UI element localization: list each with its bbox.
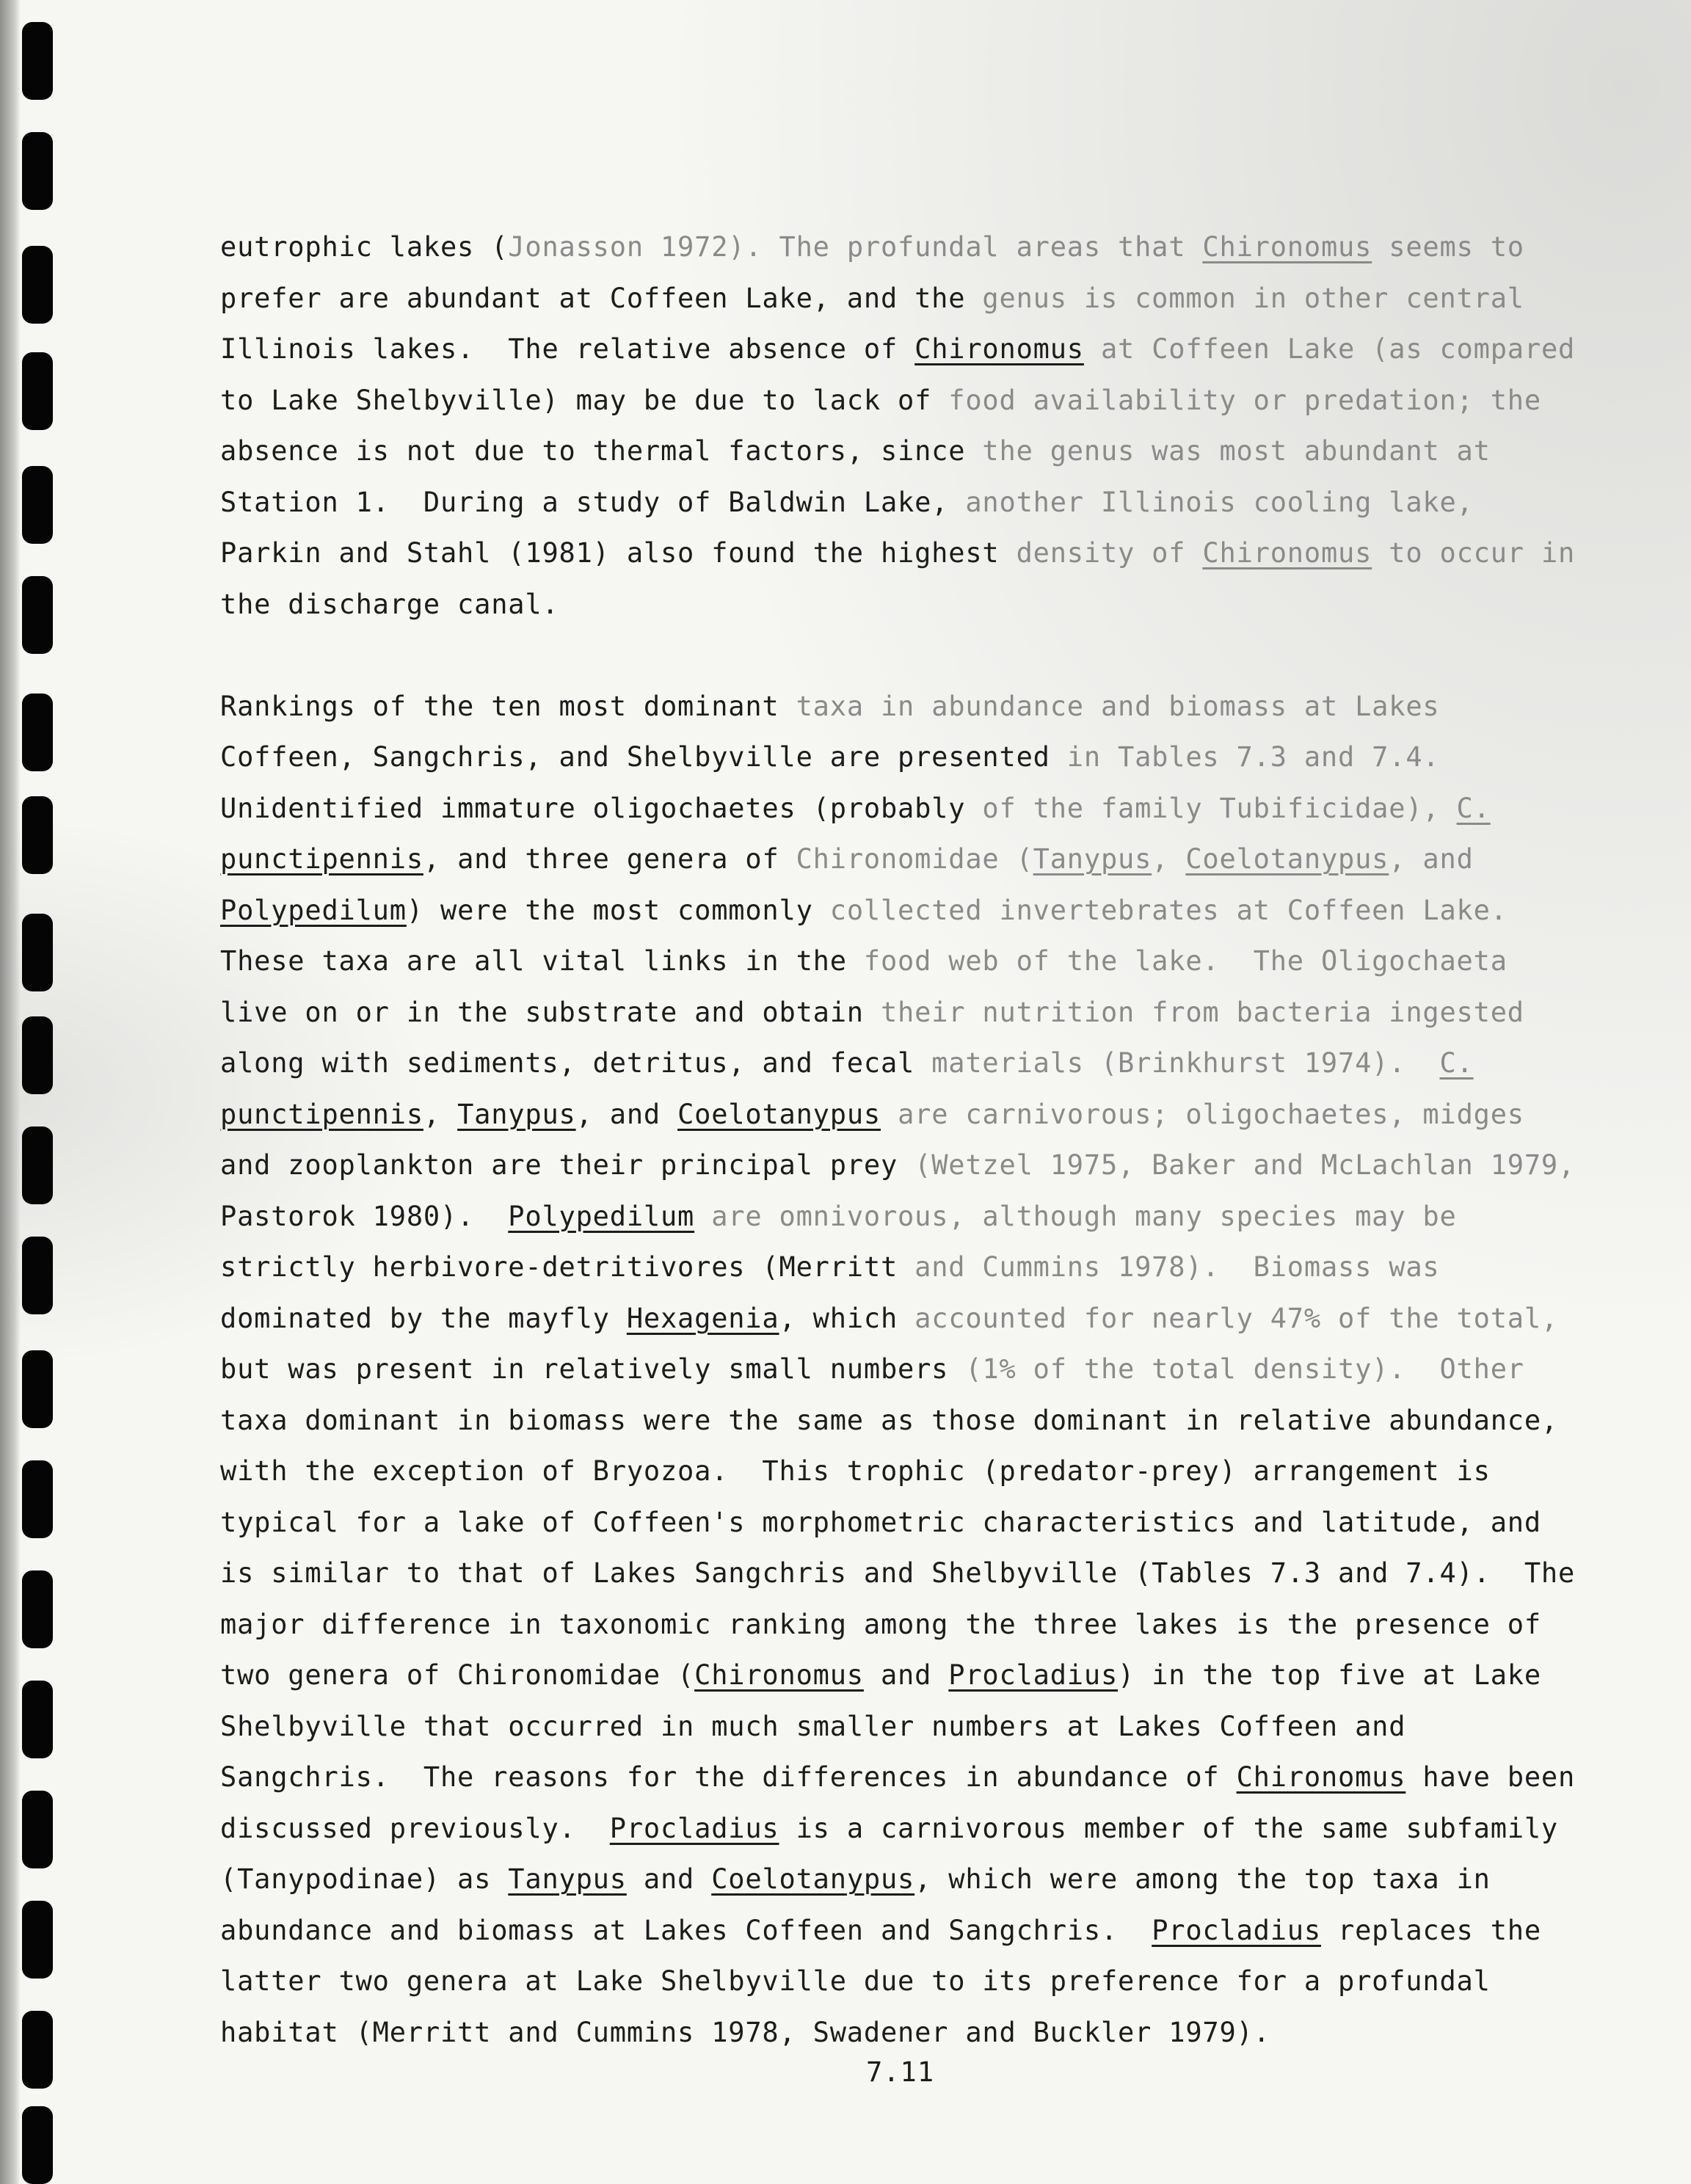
text-line — [220, 885, 1585, 936]
text-run: along with sediments, detritus, and fecal — [220, 1047, 932, 1079]
text-run: strictly herbivore-detritivores (Merritt — [220, 1251, 915, 1283]
text-run: ) in the top five at Lake — [1118, 1659, 1541, 1691]
text-line — [220, 324, 1585, 375]
text-run: and — [863, 1659, 949, 1691]
text-line — [220, 1854, 1585, 1905]
text-line — [220, 1701, 1585, 1752]
punch-hole — [22, 1350, 53, 1428]
text-run: Rankings of the ten most dominant — [220, 690, 796, 722]
text-run: typical for a lake of Coffeen's morphometric characteristics and latitude, and — [220, 1506, 1541, 1538]
punch-hole — [22, 466, 53, 544]
text-run: in Tables 7.3 and 7.4. — [1066, 741, 1440, 773]
taxon-name: Procladius — [1152, 1914, 1321, 1946]
punch-hole — [22, 2011, 53, 2089]
text-run: taxa dominant in biomass were the same as those dominant in relative abundance, — [220, 1404, 1558, 1436]
text-run: eutrophic lakes ( — [220, 231, 509, 263]
text-line — [220, 375, 1585, 426]
text-run: These taxa are all vital links in the — [220, 945, 864, 977]
text-run: live on or in the substrate and obtain — [220, 996, 881, 1028]
text-run: another Illinois cooling lake, — [965, 486, 1474, 518]
text-run: collected invertebrates at Coffeen Lake. — [829, 894, 1508, 926]
body-text — [220, 222, 1585, 2058]
taxon-name: Polypedilum — [508, 1200, 695, 1232]
text-run: (Tanypodinae) as — [220, 1863, 509, 1895]
punch-hole — [22, 796, 53, 874]
text-run: latter two genera at Lake Shelbyville due to its preference for a profundal — [220, 1965, 1491, 1997]
text-run: Coffeen, Sangchris, and Shelbyville are presented — [220, 741, 1067, 773]
taxon-name: Chironomus — [1236, 1761, 1406, 1793]
text-line — [220, 222, 1585, 273]
text-run: have been — [1405, 1761, 1576, 1793]
text-line — [220, 1803, 1585, 1854]
text-run: Jonasson 1972). The profundal areas that — [508, 231, 1203, 263]
text-run: Chironomidae ( — [796, 843, 1033, 875]
paragraph — [220, 222, 1585, 630]
text-run: of the family Tubificidae), — [982, 792, 1457, 824]
text-run: taxa in abundance and biomass at Lakes — [796, 690, 1440, 722]
taxon-name: Tanypus — [508, 1863, 627, 1895]
text-run: at Coffeen Lake (as compared — [1083, 333, 1576, 365]
text-line — [220, 1497, 1585, 1548]
text-run: dominated by the mayfly — [220, 1302, 627, 1334]
text-run: and zooplankton are their principal prey — [220, 1149, 915, 1181]
text-line — [220, 1140, 1585, 1191]
text-line — [220, 477, 1585, 528]
text-run: habitat (Merritt and Cummins 1978, Swadener and Buckler 1979). — [220, 2016, 1270, 2048]
text-line — [220, 273, 1585, 324]
text-line — [220, 426, 1585, 477]
text-line — [220, 1395, 1585, 1446]
text-run: , — [1152, 843, 1186, 875]
punch-hole — [22, 914, 53, 991]
text-line — [220, 1650, 1585, 1701]
text-line — [220, 1293, 1585, 1344]
text-run: the genus was most abundant at — [982, 435, 1491, 467]
text-run: to Lake Shelbyville) may be due to lack of — [220, 384, 949, 416]
text-run: Illinois lakes. The relative absence of — [220, 333, 915, 365]
taxon-name: Coelotanypus — [677, 1098, 881, 1130]
text-run: and Cummins 1978). Biomass was — [914, 1251, 1440, 1283]
punch-hole — [22, 1901, 53, 1979]
text-line — [220, 1905, 1585, 1956]
taxon-name: Tanypus — [457, 1098, 576, 1130]
punch-hole — [22, 2106, 53, 2184]
text-run: are omnivorous, although many species may be — [694, 1200, 1457, 1232]
text-line — [220, 1548, 1585, 1599]
text-line — [220, 528, 1585, 579]
page-number: 7.11 — [866, 2056, 935, 2088]
punch-hole — [22, 1126, 53, 1204]
text-line — [220, 936, 1585, 987]
text-line — [220, 579, 1585, 630]
text-run: replaces the — [1320, 1914, 1541, 1946]
text-run: , which — [779, 1302, 915, 1334]
text-line — [220, 732, 1585, 783]
text-line — [220, 987, 1585, 1038]
text-run: major difference in taxonomic ranking among the three lakes is the presence of — [220, 1608, 1541, 1640]
text-run: , and — [575, 1098, 678, 1130]
punch-hole — [22, 1460, 53, 1538]
text-run: Shelbyville that occurred in much smaller numbers at Lakes Coffeen and — [220, 1710, 1406, 1742]
text-run: is similar to that of Lakes Sangchris and Shelbyville (Tables 7.3 and 7.4). The — [220, 1557, 1576, 1589]
punch-hole — [22, 1570, 53, 1648]
text-run: prefer are abundant at Coffeen Lake, and the — [220, 282, 983, 314]
taxon-name: Polypedilum — [220, 894, 407, 926]
taxon-name: Hexagenia — [626, 1302, 779, 1334]
text-line — [220, 1242, 1585, 1293]
text-line — [220, 1344, 1585, 1395]
taxon-name: Tanypus — [1033, 843, 1152, 875]
taxon-name: Chironomus — [694, 1659, 864, 1691]
text-run: (1% of the total density). Other — [965, 1353, 1524, 1385]
punch-hole — [22, 576, 53, 654]
text-run: density of — [1016, 537, 1203, 569]
taxon-name: Chironomus — [1202, 231, 1372, 263]
text-run: , and three genera of — [423, 843, 796, 875]
text-run: ) were the most commonly — [406, 894, 830, 926]
punch-hole — [22, 352, 53, 430]
text-run: , — [423, 1098, 458, 1130]
text-run: with the exception of Bryozoa. This trophic (predator-prey) arrangement is — [220, 1455, 1491, 1487]
text-run: (Wetzel 1975, Baker and McLachlan 1979, — [914, 1149, 1576, 1181]
text-run: Parkin and Stahl (1981) also found the highest — [220, 537, 1017, 569]
punch-hole — [22, 1237, 53, 1314]
taxon-name: Chironomus — [914, 333, 1084, 365]
text-line — [220, 681, 1585, 732]
text-run: food availability or predation; the — [948, 384, 1541, 416]
text-run: is a carnivorous member of the same subfamily — [779, 1812, 1559, 1844]
taxon-name: Chironomus — [1202, 537, 1372, 569]
text-line — [220, 2007, 1585, 2059]
punch-hole — [22, 1681, 53, 1758]
text-run: , and — [1389, 843, 1474, 875]
text-line — [220, 1038, 1585, 1089]
text-line — [220, 1089, 1585, 1140]
punch-hole — [22, 694, 53, 771]
text-run: Pastorok 1980). — [220, 1200, 509, 1232]
text-run: genus is common in other central — [982, 282, 1524, 314]
text-line — [220, 1446, 1585, 1497]
text-run: the discharge canal. — [220, 588, 559, 620]
punch-hole — [22, 246, 53, 324]
text-line — [220, 1599, 1585, 1650]
text-run: Station 1. During a study of Baldwin Lake, — [220, 486, 966, 518]
text-run: but was present in relatively small numbers — [220, 1353, 966, 1385]
taxon-name: Procladius — [609, 1812, 779, 1844]
text-run: , which were among the top taxa in — [914, 1863, 1491, 1895]
text-run: absence is not due to thermal factors, since — [220, 435, 983, 467]
text-run: accounted for nearly 47% of the total, — [914, 1302, 1559, 1334]
text-run: abundance and biomass at Lakes Coffeen and Sangchris. — [220, 1914, 1152, 1946]
taxon-name: punctipennis — [220, 1098, 423, 1130]
taxon-name: C. — [1439, 1047, 1474, 1079]
text-run: two genera of Chironomidae ( — [220, 1659, 695, 1691]
text-run: their nutrition from bacteria ingested — [880, 996, 1524, 1028]
punch-hole — [22, 1791, 53, 1868]
text-run: to occur in — [1372, 537, 1576, 569]
text-run: are carnivorous; oligochaetes, midges — [881, 1098, 1524, 1130]
taxon-name: C. — [1456, 792, 1491, 824]
taxon-name: Coelotanypus — [1185, 843, 1389, 875]
text-run: food web of the lake. The Oligochaeta — [863, 945, 1508, 977]
punch-hole — [22, 1016, 53, 1094]
text-run: and — [626, 1863, 712, 1895]
taxon-name: Procladius — [948, 1659, 1119, 1691]
text-run: discussed previously. — [220, 1812, 610, 1844]
binder-edge — [0, 0, 21, 2184]
text-line — [220, 783, 1585, 834]
text-line — [220, 1752, 1585, 1803]
text-run: materials (Brinkhurst 1974). — [931, 1047, 1440, 1079]
taxon-name: Coelotanypus — [711, 1863, 915, 1895]
punch-hole — [22, 22, 53, 100]
text-line — [220, 1191, 1585, 1242]
paragraph — [220, 681, 1585, 2059]
text-line — [220, 834, 1585, 885]
text-run: seems to — [1372, 231, 1524, 263]
text-run: Unidentified immature oligochaetes (probably — [220, 792, 983, 824]
punch-hole — [22, 132, 53, 210]
taxon-name: punctipennis — [220, 843, 423, 875]
text-run: Sangchris. The reasons for the differences in abundance of — [220, 1761, 1237, 1793]
text-line — [220, 1956, 1585, 2007]
